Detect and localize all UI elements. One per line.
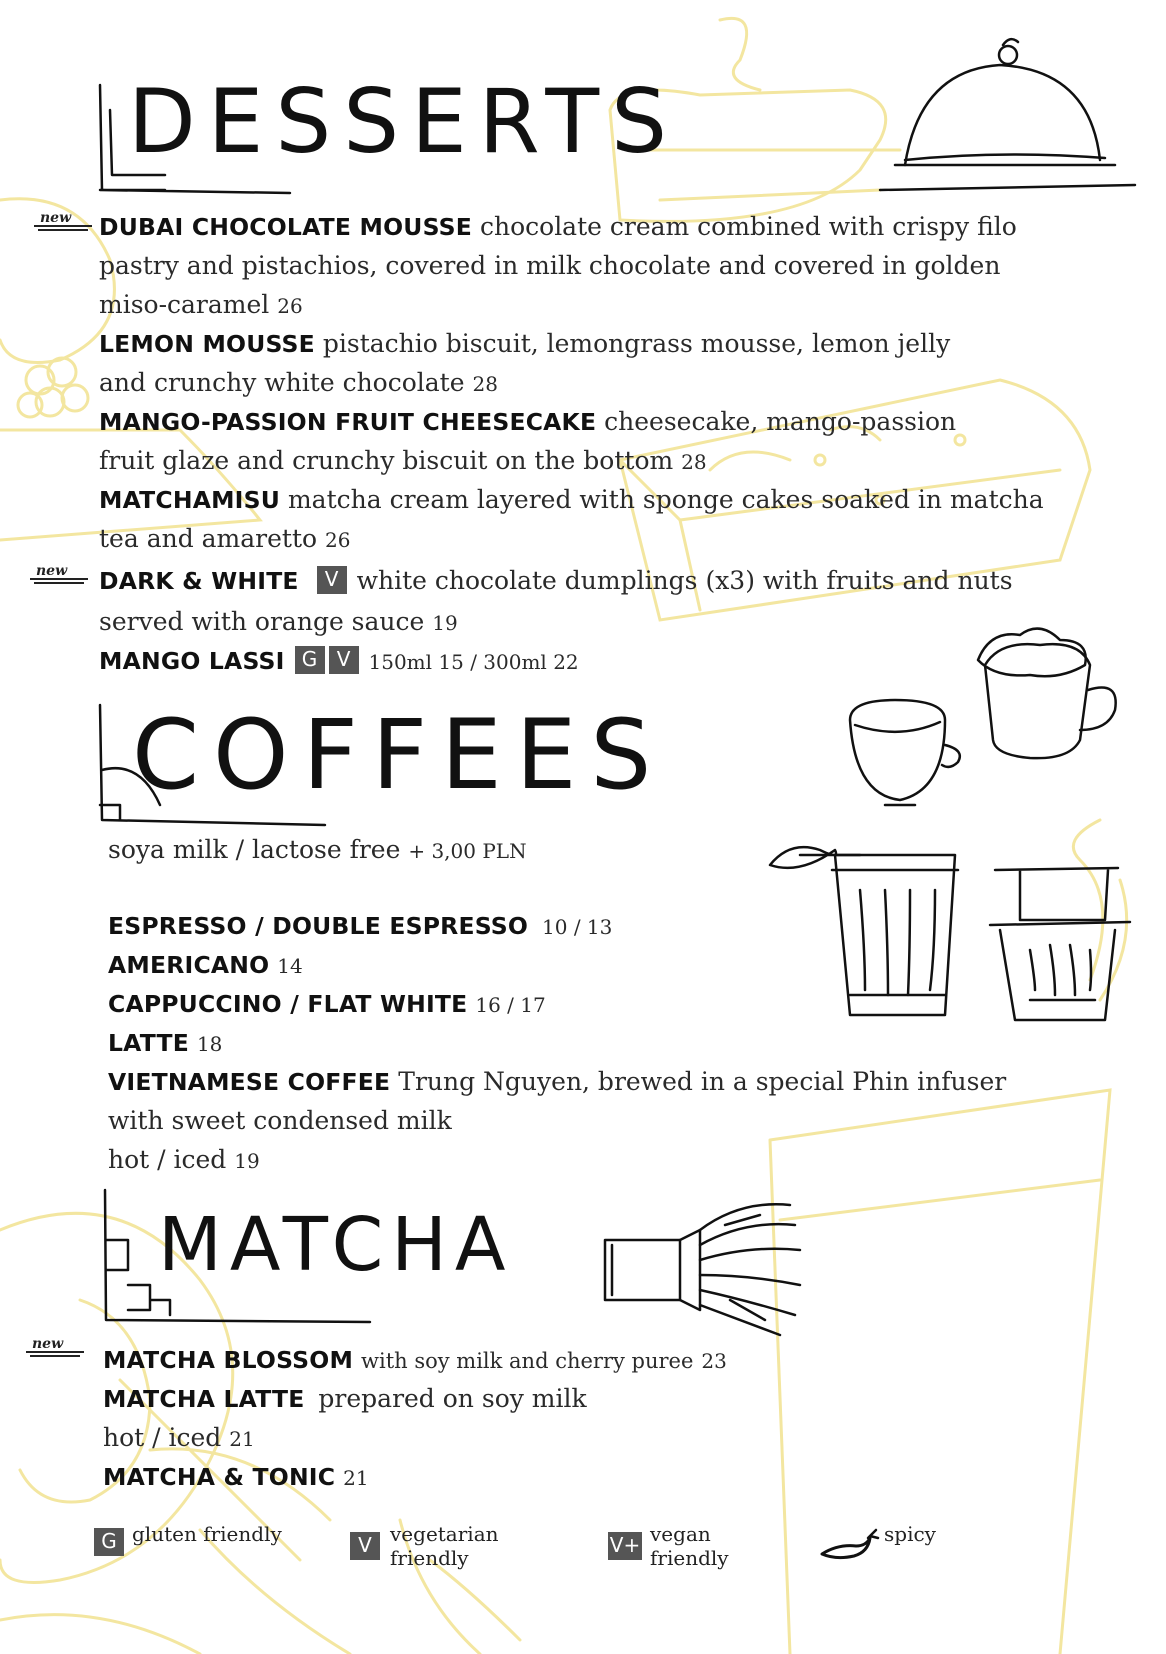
dessert-item-desc: white chocolate dumplings (x3) with fruits and nuts	[356, 566, 1013, 595]
matcha-item-latte	[103, 1379, 587, 1419]
legend-label: friendly	[390, 1546, 469, 1570]
dessert-item-desc: served with orange sauce	[99, 607, 425, 636]
dessert-item-cheesecake	[99, 402, 956, 442]
dessert-item-name: DUBAI CHOCOLATE MOUSSE	[99, 213, 473, 241]
coffee-item-desc: hot / iced	[108, 1145, 227, 1174]
dessert-item-name: LEMON MOUSSE	[99, 330, 315, 358]
dessert-item-desc: fruit glaze and crunchy biscuit on the bottom	[99, 446, 674, 475]
desserts-heading: DESSERTS	[128, 70, 680, 173]
coffees-heading: COFFEES	[132, 699, 666, 811]
matcha-item-name: MATCHA & TONIC	[103, 1463, 336, 1491]
matcha-item-price: 23	[701, 1349, 727, 1373]
dessert-item-price: 150ml 15 / 300ml 22	[368, 650, 579, 674]
coffee-note-price: + 3,00 PLN	[408, 839, 527, 863]
new-marker-label: new	[32, 1336, 64, 1352]
dessert-item-desc-line	[99, 441, 707, 482]
coffee-item-price: 14	[277, 954, 303, 978]
dessert-item-desc-line	[99, 285, 303, 326]
legend-label: friendly	[650, 1546, 729, 1570]
coffee-item-name: AMERICANO	[108, 951, 270, 979]
chili-pepper-icon	[818, 1526, 880, 1562]
matcha-item-tonic	[103, 1457, 369, 1498]
coffee-item-desc: Trung Nguyen, brewed in a special Phin infuser	[398, 1067, 1007, 1096]
matcha-item-name: MATCHA BLOSSOM	[103, 1346, 354, 1374]
dessert-item-price: 26	[277, 294, 303, 318]
matcha-item-desc: hot / iced	[103, 1423, 222, 1452]
dessert-item-dark-white	[99, 561, 1013, 601]
legend-label: gluten friendly	[132, 1522, 282, 1546]
dessert-item-price: 26	[325, 528, 351, 552]
dessert-item-desc-line: pastry and pistachios, covered in milk chocolate and covered in golden	[99, 251, 1001, 280]
matcha-item-desc-line	[103, 1418, 255, 1459]
coffee-item-desc-line: with sweet condensed milk	[108, 1106, 452, 1135]
vegetarian-badge: V	[317, 566, 347, 594]
legend-label: spicy	[884, 1522, 936, 1546]
coffee-item-name: CAPPUCCINO / FLAT WHITE	[108, 990, 468, 1018]
gluten-friendly-badge: G	[94, 1528, 124, 1556]
gluten-friendly-badge: G	[295, 646, 325, 674]
legend-vegetarian-friendly	[348, 1522, 548, 1578]
dessert-item-desc: miso-caramel	[99, 290, 270, 319]
dessert-item-desc: cheesecake, mango-passion	[604, 407, 957, 436]
coffee-item-americano	[108, 945, 303, 986]
legend-label: vegetarian	[390, 1522, 499, 1546]
matcha-item-desc: with soy milk and cherry puree	[361, 1349, 694, 1373]
dessert-item-price: 28	[472, 372, 498, 396]
new-marker-label: new	[36, 563, 68, 579]
coffee-item-price: 10 / 13	[542, 915, 613, 939]
dessert-item-desc-line	[99, 519, 350, 560]
coffee-item-espresso	[108, 906, 612, 947]
coffee-item-latte	[108, 1023, 222, 1064]
coffee-item-cappuccino	[108, 984, 546, 1025]
coffee-item-name: LATTE	[108, 1029, 189, 1057]
legend-spicy	[818, 1522, 978, 1578]
dessert-item-mango-lassi	[99, 641, 579, 682]
dessert-item-name: MANGO-PASSION FRUIT CHEESECAKE	[99, 408, 597, 436]
dessert-item-dubai-mousse	[99, 207, 1017, 247]
legend-vegan-friendly	[606, 1522, 806, 1578]
matcha-heading: MATCHA	[158, 1202, 514, 1288]
dessert-item-name: MATCHAMISU	[99, 486, 281, 514]
dessert-item-desc: and crunchy white chocolate	[99, 368, 465, 397]
coffee-item-price: 18	[196, 1032, 223, 1056]
new-marker-label: new	[40, 210, 72, 226]
dessert-item-price: 19	[432, 611, 458, 635]
vegetarian-badge: V	[350, 1532, 380, 1560]
dessert-item-desc: pistachio biscuit, lemongrass mousse, lemon jelly	[322, 329, 951, 358]
dessert-item-desc: tea and amaretto	[99, 524, 318, 553]
matcha-item-price: 21	[229, 1427, 255, 1451]
vegan-badge: V+	[608, 1532, 642, 1560]
coffee-item-price: 19	[234, 1149, 260, 1173]
coffee-item-price: 16 / 17	[475, 993, 546, 1017]
matcha-item-blossom	[103, 1340, 727, 1381]
coffee-item-desc-line	[108, 1140, 260, 1181]
legend-label: vegan	[650, 1522, 711, 1546]
coffee-note-text: soya milk / lactose free	[108, 835, 401, 864]
coffee-item-name: VIETNAMESE COFFEE	[108, 1068, 391, 1096]
coffee-milk-note	[108, 830, 527, 871]
coffee-item-name: ESPRESSO / DOUBLE ESPRESSO	[108, 912, 529, 940]
dessert-item-lemon-mousse	[99, 324, 950, 364]
legend-gluten-friendly	[92, 1522, 312, 1578]
new-marker	[36, 563, 67, 579]
dessert-item-name: DARK & WHITE	[99, 567, 299, 595]
vegetarian-badge: V	[329, 646, 359, 674]
dessert-item-matchamisu	[99, 480, 1044, 520]
new-marker	[40, 210, 71, 226]
dessert-item-price: 28	[681, 450, 707, 474]
coffee-item-vietnamese	[108, 1062, 1006, 1102]
dessert-item-desc: chocolate cream combined with crispy filo	[479, 212, 1017, 241]
dessert-item-desc-line	[99, 363, 498, 404]
dessert-item-name: MANGO LASSI	[99, 647, 285, 675]
new-marker	[32, 1336, 63, 1352]
matcha-item-desc: prepared on soy milk	[318, 1384, 587, 1413]
matcha-item-name: MATCHA LATTE	[103, 1385, 305, 1413]
matcha-item-price: 21	[343, 1466, 369, 1490]
dessert-item-desc-line	[99, 602, 458, 643]
dessert-item-desc: matcha cream layered with sponge cakes soaked in matcha	[287, 485, 1044, 514]
